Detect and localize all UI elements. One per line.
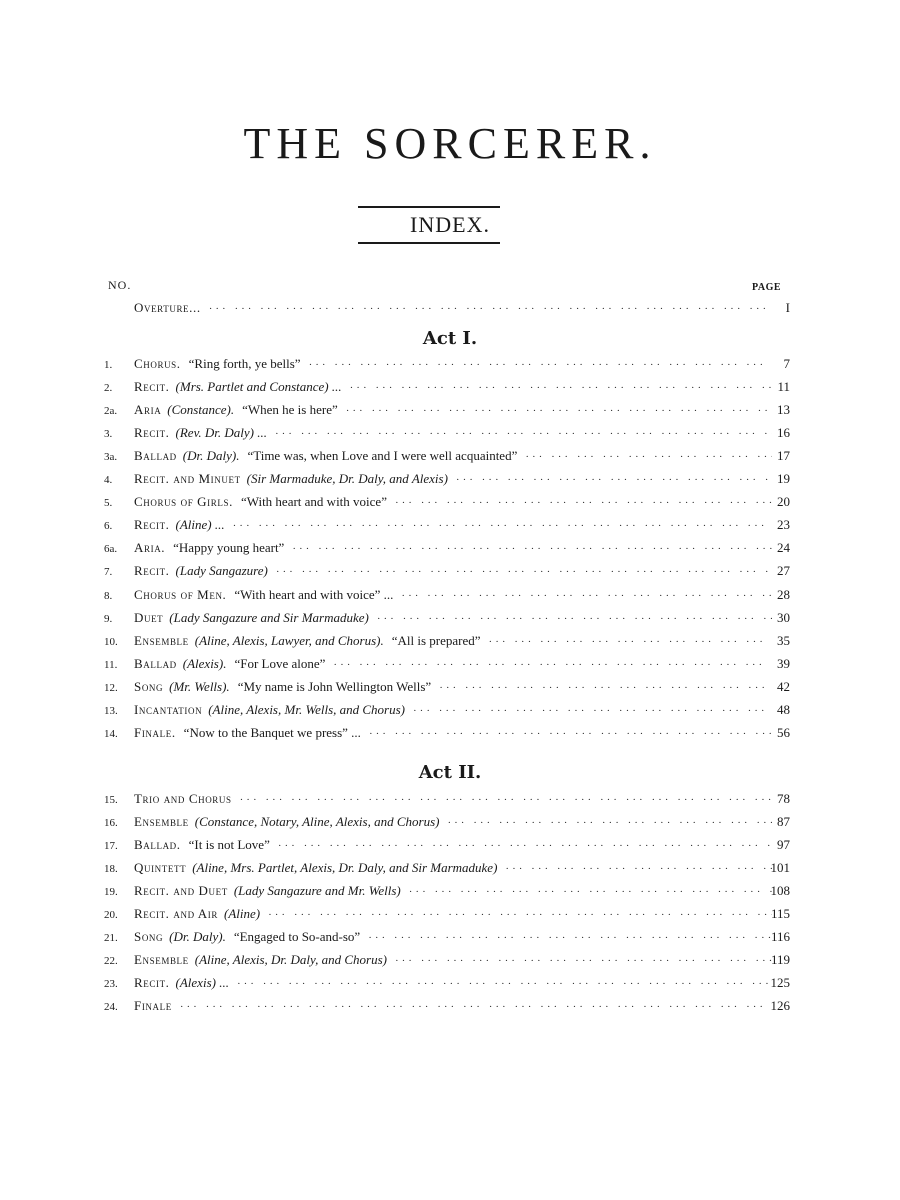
entry-page: 17 [777, 448, 790, 463]
entry-form: Recit. [134, 379, 170, 394]
entry-persons: (Mrs. Partlet and Constance) ... [175, 379, 342, 394]
entry-quote: “Ring forth, ye bells” [188, 356, 301, 371]
entry-form: Ballad [134, 448, 177, 463]
entry-form: Recit. and Duet [134, 883, 228, 898]
entry-page: 19 [777, 471, 790, 486]
entry-form: Overture... [134, 300, 201, 315]
entry-form: Recit. [134, 425, 170, 440]
entry-form: Finale. [134, 725, 176, 740]
dot-leader [401, 590, 772, 602]
entry-number: 2. [104, 382, 113, 394]
entry-page: 16 [777, 425, 790, 440]
index-entry-row [0, 791, 900, 811]
entry-number: 24. [104, 1001, 118, 1013]
entry-number: 23. [104, 978, 118, 990]
entry-form: Aria. [134, 540, 166, 555]
entry-form: Recit. [134, 975, 170, 990]
entry-persons: (Lady Sangazure) [175, 563, 268, 578]
entry-page: 39 [777, 656, 790, 671]
entry-persons: (Aline, Alexis, Mr. Wells, and Chorus) [208, 702, 405, 717]
entry-form: Incantation [134, 702, 203, 717]
entry-form: Recit. and Air [134, 906, 218, 921]
entry-page: 78 [777, 791, 790, 806]
entry-persons: (Alexis). [182, 656, 227, 671]
dot-leader [395, 955, 772, 967]
entry-quote: “With heart and with voice” ... [234, 587, 394, 602]
entry-page: 35 [777, 633, 790, 648]
title-rule-top [358, 206, 500, 208]
index-entry-row [0, 402, 900, 422]
column-header-page: PAGE [752, 282, 782, 293]
entry-number: 4. [104, 474, 113, 486]
entry-page: 116 [770, 929, 790, 944]
entry-quote: “Now to the Banquet we press” ... [183, 725, 361, 740]
index-entry-row [0, 471, 900, 491]
index-entry-row [0, 425, 900, 445]
entry-number: 6a. [104, 543, 118, 555]
dot-leader [292, 543, 772, 555]
index-entry-row [0, 540, 900, 560]
entry-form: Chorus of Men. [134, 587, 227, 602]
index-entry-row [0, 494, 900, 514]
dot-leader [268, 909, 772, 921]
dot-leader [180, 1001, 772, 1013]
entry-page: 119 [770, 952, 790, 967]
entry-form: Ballad [134, 656, 177, 671]
dot-leader [456, 474, 772, 486]
entry-quote: “It is not Love” [188, 837, 270, 852]
dot-leader [395, 497, 772, 509]
entry-form: Recit. [134, 563, 170, 578]
entry-page: 11 [777, 379, 790, 394]
dot-leader [275, 428, 772, 440]
entry-page: 20 [777, 494, 790, 509]
index-entry-row [0, 998, 900, 1018]
entry-persons: (Lady Sangazure and Mr. Wells) [233, 883, 401, 898]
column-header-number: NO. [108, 278, 132, 292]
dot-leader [350, 382, 772, 394]
dot-leader [413, 705, 772, 717]
entry-form: Finale [134, 998, 172, 1013]
entry-number: 16. [104, 817, 118, 829]
entry-page: 97 [777, 837, 790, 852]
entry-persons: (Aline) [224, 906, 261, 921]
entry-number: 17. [104, 840, 118, 852]
index-entry-row [0, 656, 900, 676]
dot-leader [333, 659, 772, 671]
dot-leader [369, 728, 772, 740]
entry-quote: “All is prepared” [391, 633, 481, 648]
entry-persons: (Aline, Alexis, Lawyer, and Chorus). [194, 633, 384, 648]
entry-page: I [785, 300, 790, 315]
index-entry-row [0, 379, 900, 399]
entry-number: 9. [104, 613, 113, 625]
index-entry-row [0, 975, 900, 995]
dot-leader [237, 978, 772, 990]
entry-form: Recit. [134, 517, 170, 532]
entry-persons: (Mr. Wells). [169, 679, 230, 694]
entry-page: 48 [777, 702, 790, 717]
index-entry-row [0, 587, 900, 607]
entry-number: 21. [104, 932, 118, 944]
entry-page: 30 [777, 610, 790, 625]
entry-form: Ensemble [134, 814, 189, 829]
entry-quote: “My name is John Wellington Wells” [237, 679, 432, 694]
index-entry-row [0, 906, 900, 926]
entry-persons: (Alexis) ... [175, 975, 229, 990]
entry-quote: “Happy young heart” [173, 540, 285, 555]
entry-number: 14. [104, 728, 118, 740]
entry-form: Duet [134, 610, 164, 625]
entry-page: 56 [777, 725, 790, 740]
dot-leader [439, 682, 772, 694]
index-entry-row [0, 702, 900, 722]
entry-number: 6. [104, 520, 113, 532]
entry-number: 19. [104, 886, 118, 898]
dot-leader [368, 932, 772, 944]
index-entry-row [0, 883, 900, 903]
entry-number: 22. [104, 955, 118, 967]
overture-row [0, 300, 900, 320]
entry-persons: (Dr. Daly). [169, 929, 226, 944]
entry-page: 87 [777, 814, 790, 829]
entry-form: Chorus of Girls. [134, 494, 233, 509]
entry-page: 108 [770, 883, 790, 898]
dot-leader [209, 303, 772, 315]
dot-leader [233, 520, 772, 532]
entry-page: 126 [770, 998, 790, 1013]
entry-persons: (Aline) ... [175, 517, 225, 532]
index-heading: INDEX. [410, 212, 490, 237]
entry-page: 24 [777, 540, 790, 555]
entry-number: 10. [104, 636, 118, 648]
entry-form: Quintett [134, 860, 187, 875]
dot-leader [409, 886, 772, 898]
index-entry-row [0, 563, 900, 583]
index-entry-row [0, 679, 900, 699]
entry-form: Ballad. [134, 837, 181, 852]
page-title: THE SORCERER. [243, 119, 657, 168]
index-entry-row [0, 356, 900, 376]
dot-leader [525, 451, 772, 463]
act-heading-1: Act I. [422, 328, 478, 349]
entry-quote: “Engaged to So-and-so” [233, 929, 361, 944]
entry-form: Trio and Chorus [134, 791, 232, 806]
dot-leader [447, 817, 772, 829]
entry-persons: (Rev. Dr. Daly) ... [175, 425, 267, 440]
entry-persons: (Constance). [167, 402, 235, 417]
entry-number: 1. [104, 359, 113, 371]
entry-form: Aria [134, 402, 162, 417]
dot-leader [276, 566, 772, 578]
dot-leader [377, 613, 772, 625]
index-entry-row [0, 952, 900, 972]
entry-number: 8. [104, 590, 113, 602]
entry-quote: “Time was, when Love and I were well acquainted” [247, 448, 518, 463]
entry-number: 11. [104, 659, 118, 671]
entry-persons: (Sir Marmaduke, Dr. Daly, and Alexis) [246, 471, 448, 486]
entry-page: 27 [777, 563, 790, 578]
entry-page: 7 [783, 356, 790, 371]
dot-leader [309, 359, 772, 371]
entry-page: 28 [777, 587, 790, 602]
dot-leader [346, 405, 772, 417]
entry-persons: (Aline, Mrs. Partlet, Alexis, Dr. Daly, and Sir Marmaduke) [192, 860, 498, 875]
entry-page: 115 [770, 906, 790, 921]
entry-quote: “When he is here” [242, 402, 338, 417]
index-entry-row [0, 929, 900, 949]
index-entry-row [0, 725, 900, 745]
dot-leader [489, 636, 772, 648]
index-entry-row [0, 837, 900, 857]
entry-number: 3a. [104, 451, 118, 463]
index-entry-row [0, 448, 900, 468]
entry-form: Ensemble [134, 952, 189, 967]
index-entry-row [0, 814, 900, 834]
index-entry-row [0, 610, 900, 630]
entry-form: Ensemble [134, 633, 189, 648]
entry-number: 20. [104, 909, 118, 921]
entry-number: 5. [104, 497, 113, 509]
dot-leader [240, 794, 772, 806]
dot-leader [505, 863, 772, 875]
entry-form: Song [134, 679, 164, 694]
dot-leader [278, 840, 772, 852]
entry-number: 18. [104, 863, 118, 875]
entry-number: 3. [104, 428, 113, 440]
entry-page: 125 [770, 975, 790, 990]
entry-persons: (Lady Sangazure and Sir Marmaduke) [169, 610, 369, 625]
entry-page: 13 [777, 402, 790, 417]
entry-persons: (Constance, Notary, Aline, Alexis, and Chorus) [194, 814, 440, 829]
entry-number: 7. [104, 566, 113, 578]
entry-number: 12. [104, 682, 118, 694]
index-entry-row [0, 633, 900, 653]
entry-quote: “For Love alone” [234, 656, 326, 671]
index-entry-row [0, 517, 900, 537]
act-heading-2: Act II. [418, 762, 482, 783]
entry-persons: (Dr. Daly). [182, 448, 240, 463]
entry-form: Chorus. [134, 356, 181, 371]
entry-page: 42 [777, 679, 790, 694]
entry-persons: (Aline, Alexis, Dr. Daly, and Chorus) [194, 952, 387, 967]
index-entry-row [0, 860, 900, 880]
entry-form: Recit. and Minuet [134, 471, 241, 486]
entry-page: 101 [770, 860, 790, 875]
entry-number: 13. [104, 705, 118, 717]
entry-form: Song [134, 929, 164, 944]
title-rule-bottom [358, 242, 500, 244]
entry-quote: “With heart and with voice” [240, 494, 387, 509]
entry-number: 2a. [104, 405, 118, 417]
entry-page: 23 [777, 517, 790, 532]
entry-number: 15. [104, 794, 118, 806]
